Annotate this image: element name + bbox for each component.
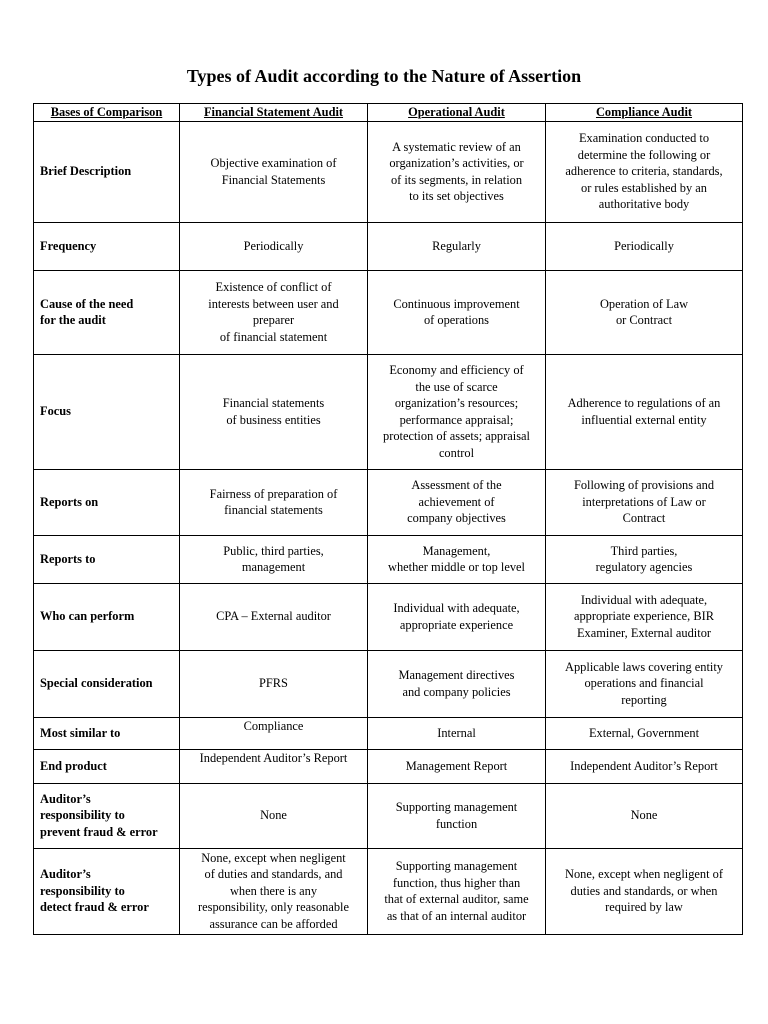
cell-compliance-audit: Following of provisions and interpretations of Law or Contract <box>546 469 743 535</box>
cell-operational-audit: Management, whether middle or top level <box>368 535 546 583</box>
cell-financial-statement-audit: Compliance <box>180 717 368 749</box>
cell-compliance-audit: None, except when negligent of duties and standards, or when required by law <box>546 848 743 934</box>
header-financial-statement-audit: Financial Statement Audit <box>180 104 368 122</box>
table-header-row <box>34 104 743 122</box>
cell-financial-statement-audit: PFRS <box>180 650 368 717</box>
cell-operational-audit: Economy and efficiency of the use of scarce organization’s resources; performance appraisal; protection of assets; appraisal control <box>368 354 546 469</box>
table-row <box>34 583 743 650</box>
cell-financial-statement-audit: Fairness of preparation of financial statements <box>180 469 368 535</box>
header-bases: Bases of Comparison <box>34 104 180 122</box>
cell-financial-statement-audit: Independent Auditor’s Report <box>180 749 368 783</box>
row-basis-label: Most similar to <box>34 717 180 749</box>
cell-operational-audit: A systematic review of an organization’s activities, or of its segments, in relation to its set objectives <box>368 121 546 222</box>
cell-compliance-audit: Independent Auditor’s Report <box>546 749 743 783</box>
cell-operational-audit: Supporting management function <box>368 783 546 848</box>
table-row <box>34 749 743 783</box>
table-row <box>34 469 743 535</box>
cell-financial-statement-audit: Financial statements of business entities <box>180 354 368 469</box>
cell-financial-statement-audit: Periodically <box>180 222 368 270</box>
comparison-table <box>33 103 743 935</box>
cell-compliance-audit: Adherence to regulations of an influential external entity <box>546 354 743 469</box>
header-operational-audit: Operational Audit <box>368 104 546 122</box>
cell-compliance-audit: Periodically <box>546 222 743 270</box>
cell-operational-audit: Assessment of the achievement of company objectives <box>368 469 546 535</box>
row-basis-label: Cause of the need for the audit <box>34 270 180 354</box>
cell-operational-audit: Supporting management function, thus higher than that of external auditor, same as that of an internal auditor <box>368 848 546 934</box>
table-row <box>34 121 743 222</box>
cell-financial-statement-audit: Existence of conflict of interests between user and preparer of financial statement <box>180 270 368 354</box>
cell-compliance-audit: Operation of Law or Contract <box>546 270 743 354</box>
table-row <box>34 354 743 469</box>
cell-compliance-audit: Examination conducted to determine the following or adherence to criteria, standards, or rules established by an authoritative body <box>546 121 743 222</box>
row-basis-label: Auditor’s responsibility to detect fraud & error <box>34 848 180 934</box>
cell-financial-statement-audit: CPA – External auditor <box>180 583 368 650</box>
row-basis-label: Frequency <box>34 222 180 270</box>
cell-operational-audit: Individual with adequate, appropriate experience <box>368 583 546 650</box>
table-row <box>34 848 743 934</box>
cell-compliance-audit: External, Government <box>546 717 743 749</box>
row-basis-label: Auditor’s responsibility to prevent fraud & error <box>34 783 180 848</box>
cell-compliance-audit: None <box>546 783 743 848</box>
document-title: Types of Audit according to the Nature of Assertion <box>186 66 582 86</box>
row-basis-label: Who can perform <box>34 583 180 650</box>
table-row <box>34 783 743 848</box>
table-row <box>34 222 743 270</box>
row-basis-label: End product <box>34 749 180 783</box>
cell-compliance-audit: Third parties, regulatory agencies <box>546 535 743 583</box>
row-basis-label: Reports to <box>34 535 180 583</box>
table-row <box>34 535 743 583</box>
table-row <box>34 717 743 749</box>
row-basis-label: Focus <box>34 354 180 469</box>
row-basis-label: Reports on <box>34 469 180 535</box>
cell-financial-statement-audit: Public, third parties, management <box>180 535 368 583</box>
cell-financial-statement-audit: Objective examination of Financial Statements <box>180 121 368 222</box>
row-basis-label: Special consideration <box>34 650 180 717</box>
cell-operational-audit: Management directives and company policies <box>368 650 546 717</box>
cell-compliance-audit: Applicable laws covering entity operations and financial reporting <box>546 650 743 717</box>
cell-operational-audit: Management Report <box>368 749 546 783</box>
table-row <box>34 270 743 354</box>
cell-operational-audit: Internal <box>368 717 546 749</box>
table-row <box>34 650 743 717</box>
cell-operational-audit: Continuous improvement of operations <box>368 270 546 354</box>
cell-compliance-audit: Individual with adequate, appropriate experience, BIR Examiner, External auditor <box>546 583 743 650</box>
row-basis-label: Brief Description <box>34 121 180 222</box>
cell-financial-statement-audit: None <box>180 783 368 848</box>
cell-financial-statement-audit: None, except when negligent of duties and standards, and when there is any responsibility, only reasonable assurance can be afforded <box>180 848 368 934</box>
header-compliance-audit: Compliance Audit <box>546 104 743 122</box>
cell-operational-audit: Regularly <box>368 222 546 270</box>
